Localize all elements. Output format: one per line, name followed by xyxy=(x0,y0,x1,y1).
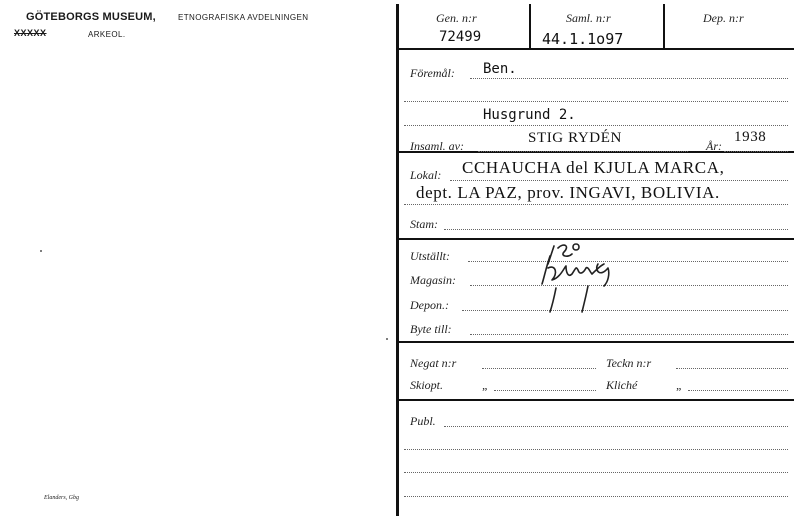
teckn-label: Teckn n:r xyxy=(606,356,652,370)
lokal-value-line1: CCHAUCHA del KJULA MARCA, xyxy=(462,158,725,177)
dep-nr-label: Dep. n:r xyxy=(703,11,744,25)
blank-line xyxy=(404,496,788,497)
blank-line xyxy=(404,125,788,126)
handwritten-scrawl xyxy=(528,238,628,320)
header-divider xyxy=(663,4,665,48)
blank-line xyxy=(404,204,788,205)
lokal-line xyxy=(450,180,788,181)
header-rule xyxy=(398,48,794,50)
foremal-label: Föremål: xyxy=(410,66,455,80)
museum-name: GÖTEBORGS MUSEUM, xyxy=(26,11,156,23)
magasin-label: Magasin: xyxy=(410,273,456,287)
ar-value: 1938 xyxy=(734,129,767,145)
lokal-label: Lokal: xyxy=(410,168,442,182)
lokal-value-line2: dept. LA PAZ, prov. INGAVI, BOLIVIA. xyxy=(416,183,720,202)
insaml-label: Insaml. av: xyxy=(410,139,464,153)
skiopt-ditto: „ xyxy=(482,378,489,392)
negat-line xyxy=(482,368,596,369)
foremal-line xyxy=(470,78,788,79)
section-rule xyxy=(398,399,794,401)
utstallt-line xyxy=(468,261,788,262)
byte-line xyxy=(470,334,788,335)
printer-imprint: Elanders, Gbg xyxy=(44,495,79,501)
card-left-border xyxy=(396,4,399,516)
kliche-label: Kliché xyxy=(606,378,638,392)
utstallt-label: Utställt: xyxy=(410,249,451,263)
publ-label: Publ. xyxy=(410,414,436,428)
paper-speck xyxy=(40,250,42,252)
kliche-line xyxy=(688,390,788,391)
ar-label: År: xyxy=(706,139,722,153)
skiopt-label: Skiopt. xyxy=(410,378,443,392)
insaml-line xyxy=(478,151,688,152)
kliche-ditto: „ xyxy=(676,378,683,392)
negat-label: Negat n:r xyxy=(410,356,457,370)
department-name: ETNOGRAFISKA AVDELNINGEN xyxy=(178,13,309,22)
ar-line xyxy=(724,151,788,152)
publ-line xyxy=(444,426,788,427)
depon-label: Depon.: xyxy=(410,298,449,312)
foremal-value: Ben. xyxy=(483,61,517,77)
blank-line xyxy=(404,472,788,473)
magasin-line xyxy=(470,285,788,286)
stam-line xyxy=(444,229,788,230)
blank-line xyxy=(404,449,788,450)
insaml-value: STIG RYDÉN xyxy=(528,130,622,146)
paper-speck xyxy=(386,338,388,340)
gen-nr-value: 72499 xyxy=(439,29,482,45)
saml-nr-label: Saml. n:r xyxy=(566,11,611,25)
saml-nr-value: 44.1.1o97 xyxy=(542,30,624,48)
skiopt-line xyxy=(494,390,596,391)
stam-label: Stam: xyxy=(410,217,438,231)
byte-label: Byte till: xyxy=(410,322,452,336)
blank-line xyxy=(404,101,788,102)
foremal-value-line2: Husgrund 2. xyxy=(483,107,576,123)
struck-word: XXXXX xyxy=(14,28,47,38)
header-divider xyxy=(529,4,531,48)
gen-nr-label: Gen. n:r xyxy=(436,11,477,25)
sub-department: ARKEOL. xyxy=(88,30,126,39)
section-rule xyxy=(398,341,794,343)
teckn-line xyxy=(676,368,788,369)
